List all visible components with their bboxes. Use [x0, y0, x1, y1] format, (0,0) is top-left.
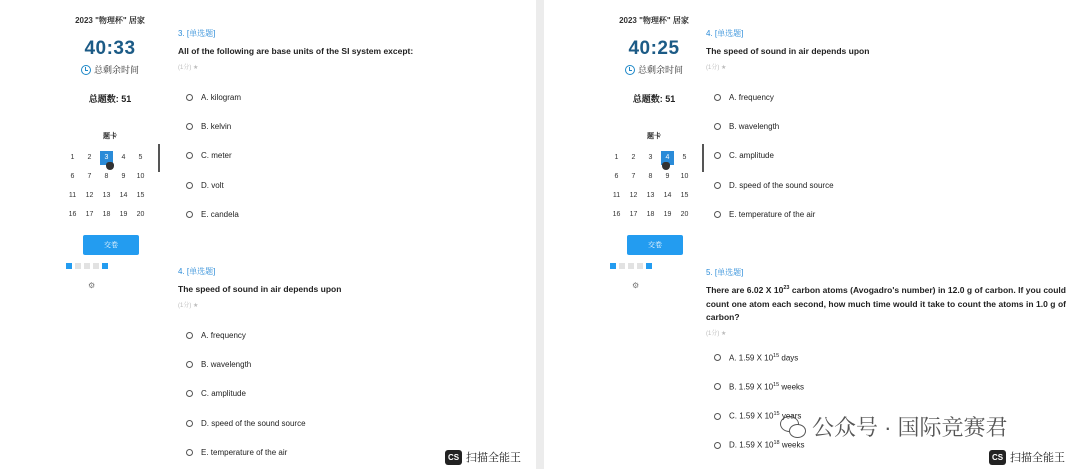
- question-grid-cell[interactable]: 15: [136, 192, 145, 199]
- radio-button[interactable]: [186, 420, 193, 427]
- answer-option[interactable]: [186, 321, 518, 350]
- question-grid-cell[interactable]: 19: [119, 211, 128, 218]
- status-legend: [610, 263, 652, 269]
- question-grid-cell[interactable]: 15: [680, 192, 689, 199]
- question-grid-cell[interactable]: 18: [646, 211, 655, 218]
- question-grid-cell[interactable]: 2: [631, 154, 636, 161]
- gear-icon: ⚙: [632, 281, 640, 290]
- question-number: 4. [单选题]: [178, 267, 216, 276]
- answer-option[interactable]: [714, 112, 1046, 141]
- submit-button[interactable]: 交卷: [627, 235, 683, 255]
- question-grid-cell[interactable]: 11: [68, 192, 77, 199]
- answer-option-label: A. 1.59 X $10^{15}$ days: [729, 352, 799, 363]
- answer-option[interactable]: [186, 408, 518, 437]
- remaining-time: [598, 63, 710, 76]
- answer-option-label: C. meter: [201, 151, 232, 161]
- brand-name: 扫描全能王: [1010, 452, 1065, 464]
- question-grid-cell[interactable]: 14: [663, 192, 672, 199]
- scanner-brand: [989, 449, 1065, 465]
- question-grid-cell[interactable]: 10: [136, 173, 145, 180]
- question-grid-cell[interactable]: 5: [138, 154, 143, 161]
- question-4: [706, 28, 1046, 229]
- answer-option[interactable]: [186, 379, 518, 408]
- radio-button[interactable]: [186, 152, 193, 159]
- question-grid-cell[interactable]: 1: [614, 154, 619, 161]
- question-number: 4. [单选题]: [706, 29, 744, 38]
- brand-name: 扫描全能王: [466, 452, 521, 464]
- status-legend: [66, 263, 108, 269]
- question-grid-cell[interactable]: 4: [121, 154, 126, 161]
- answer-option-label: C. amplitude: [729, 151, 774, 161]
- answer-option[interactable]: [186, 350, 518, 379]
- question-grid-cell[interactable]: 3: [648, 154, 653, 161]
- remaining-time-label: 总剩余时间: [93, 65, 139, 75]
- radio-button[interactable]: [186, 449, 193, 456]
- watermark-text: 公众号 · 国际竞赛君: [812, 415, 1008, 440]
- exam-sidebar: [598, 0, 710, 469]
- answer-option[interactable]: [186, 170, 518, 199]
- radio-button[interactable]: [186, 211, 193, 218]
- question-grid-cell[interactable]: 10: [680, 173, 689, 180]
- answer-option[interactable]: [714, 343, 1066, 372]
- radio-button[interactable]: [714, 182, 721, 189]
- question-grid-cell[interactable]: 9: [121, 173, 126, 180]
- question-grid-cell[interactable]: 8: [648, 173, 653, 180]
- question-score: (1分) ★: [706, 64, 727, 71]
- radio-button[interactable]: [186, 123, 193, 130]
- question-text-part: There are 6.02 X 10: [706, 285, 784, 295]
- question-grid-cell[interactable]: 18: [102, 211, 111, 218]
- answered-swatch: [66, 263, 72, 269]
- question-grid-cell[interactable]: 14: [119, 192, 128, 199]
- hand-cursor-icon: [106, 162, 114, 170]
- marked-swatch: [102, 263, 108, 269]
- remaining-time-label: 总剩余时间: [637, 65, 683, 75]
- exam-title: 2023 "物理杯" 居家: [619, 16, 689, 25]
- question-text: The speed of sound in air depends upon: [706, 46, 870, 56]
- radio-button[interactable]: [186, 94, 193, 101]
- question-grid-cell[interactable]: 17: [85, 211, 94, 218]
- submit-button[interactable]: 交卷: [83, 235, 139, 255]
- gear-icon: ⚙: [88, 281, 96, 290]
- question-score: (1分) ★: [178, 64, 199, 71]
- question-score: (1分) ★: [706, 330, 727, 337]
- unanswered-swatch: [84, 263, 90, 269]
- wechat-watermark: [780, 411, 1008, 442]
- answer-option-label: E. candela: [201, 209, 239, 219]
- answer-option-label: E. temperature of the air: [729, 209, 816, 219]
- total-questions: 总题数: 51: [88, 94, 132, 104]
- answer-option[interactable]: [714, 83, 1046, 112]
- answer-option-label: A. frequency: [729, 92, 774, 102]
- grid-scrollbar[interactable]: [158, 144, 160, 172]
- unanswered-swatch: [637, 263, 643, 269]
- answer-option[interactable]: [186, 83, 518, 112]
- radio-button[interactable]: [714, 152, 721, 159]
- radio-button[interactable]: [186, 390, 193, 397]
- answer-option-label: A. frequency: [201, 330, 246, 340]
- question-grid-cell[interactable]: 7: [87, 173, 92, 180]
- question-grid-cell[interactable]: 20: [136, 211, 145, 218]
- countdown-timer: 40:25: [628, 38, 680, 59]
- unanswered-swatch: [75, 263, 81, 269]
- answer-option-label: D. speed of the sound source: [201, 418, 306, 428]
- answer-option-label: D. 1.59 X $10^{18}$ weeks: [729, 440, 805, 451]
- answer-option[interactable]: [714, 170, 1046, 199]
- question-grid-cell[interactable]: 3: [98, 148, 115, 167]
- exam-sidebar: [54, 0, 166, 469]
- unanswered-swatch: [628, 263, 634, 269]
- question-text: All of the following are base units of the SI system except:: [178, 46, 414, 56]
- answer-option[interactable]: [186, 200, 518, 229]
- answer-option[interactable]: [714, 200, 1046, 229]
- answer-option-label: B. 1.59 X $10^{15}$ weeks: [729, 381, 805, 392]
- answer-option-label: C. amplitude: [201, 389, 246, 399]
- hand-cursor-icon: [662, 162, 670, 170]
- question-grid-cell[interactable]: 17: [629, 211, 638, 218]
- total-questions: 总题数: 51: [632, 94, 676, 104]
- question-text: The speed of sound in air depends upon: [178, 284, 342, 294]
- question-number: 3. [单选题]: [178, 29, 216, 38]
- unanswered-swatch: [619, 263, 625, 269]
- camscanner-logo-icon: CS: [989, 450, 1006, 465]
- countdown-timer: 40:33: [84, 38, 136, 59]
- question-number: 5. [单选题]: [706, 268, 744, 277]
- question-grid-cell[interactable]: 7: [631, 173, 636, 180]
- radio-button[interactable]: [714, 123, 721, 130]
- radio-button[interactable]: [714, 94, 721, 101]
- question-grid-cell[interactable]: 4: [659, 148, 676, 167]
- question-grid: [608, 148, 693, 224]
- answered-swatch: [610, 263, 616, 269]
- question-text: [706, 284, 1066, 325]
- screenshot-left: [0, 0, 536, 469]
- answer-option[interactable]: [714, 372, 1066, 401]
- question-grid-cell[interactable]: 2: [87, 154, 92, 161]
- question-3: [178, 28, 518, 229]
- answer-option[interactable]: [186, 112, 518, 141]
- question-text-part: carbon atoms (Avogadro's number) in 12.0 g of carbon. If you could count one atom each second, how much time would it take to count the atoms in 1.0 g of carbon?: [706, 285, 1066, 323]
- radio-button[interactable]: [186, 182, 193, 189]
- question-grid-cell[interactable]: 5: [682, 154, 687, 161]
- radio-button[interactable]: [714, 442, 721, 449]
- answer-option-label: D. volt: [201, 180, 224, 190]
- answer-card-title: 题卡: [647, 133, 661, 140]
- answer-option-label: C. 1.59 X $10^{15}$ years: [729, 411, 802, 421]
- wechat-icon: [780, 416, 806, 438]
- question-grid-cell[interactable]: 13: [102, 192, 111, 199]
- answer-option-label: B. kelvin: [201, 122, 232, 132]
- scanner-brand: [445, 449, 521, 465]
- question-grid-cell[interactable]: 6: [614, 173, 619, 180]
- radio-button[interactable]: [714, 354, 721, 361]
- clock-icon: [81, 65, 91, 75]
- answer-card-title: 题卡: [103, 133, 117, 140]
- settings-link[interactable]: [632, 281, 639, 290]
- radio-button[interactable]: [714, 211, 721, 218]
- question-grid-cell[interactable]: 16: [612, 211, 621, 218]
- clock-icon: [625, 65, 635, 75]
- answer-option-label: A. kilogram: [201, 92, 242, 102]
- question-grid: [64, 148, 149, 224]
- radio-button[interactable]: [714, 413, 721, 420]
- question-grid-cell[interactable]: 20: [680, 211, 689, 218]
- question-grid-cell[interactable]: 1: [70, 154, 75, 161]
- question-text-exponent: 23: [783, 285, 790, 292]
- radio-button[interactable]: [186, 332, 193, 339]
- radio-button[interactable]: [714, 383, 721, 390]
- answer-option[interactable]: [714, 141, 1046, 170]
- question-grid-cell[interactable]: 6: [70, 173, 75, 180]
- question-grid-cell[interactable]: 16: [68, 211, 77, 218]
- answer-option-label: E. temperature of the air: [201, 447, 288, 457]
- marked-swatch: [646, 263, 652, 269]
- question-grid-cell[interactable]: 13: [646, 192, 655, 199]
- question-grid-cell[interactable]: 9: [665, 173, 670, 180]
- question-score: (1分) ★: [178, 302, 199, 309]
- answer-option-label: B. wavelength: [729, 122, 780, 132]
- radio-button[interactable]: [186, 361, 193, 368]
- question-grid-cell[interactable]: 8: [104, 173, 109, 180]
- question-grid-cell[interactable]: 19: [663, 211, 672, 218]
- answer-option[interactable]: [186, 141, 518, 170]
- screenshot-right: [544, 0, 1080, 469]
- question-4: [178, 266, 518, 467]
- answer-option-label: D. speed of the sound source: [729, 180, 834, 190]
- question-grid-cell[interactable]: 12: [85, 192, 94, 199]
- camscanner-logo-icon: CS: [445, 450, 462, 465]
- question-grid-cell[interactable]: 12: [629, 192, 638, 199]
- grid-scrollbar[interactable]: [702, 144, 704, 172]
- settings-link[interactable]: [88, 281, 95, 290]
- answer-option-label: B. wavelength: [201, 360, 252, 370]
- question-grid-cell[interactable]: 11: [612, 192, 621, 199]
- unanswered-swatch: [93, 263, 99, 269]
- exam-title: 2023 "物理杯" 居家: [75, 16, 145, 25]
- remaining-time: [54, 63, 166, 76]
